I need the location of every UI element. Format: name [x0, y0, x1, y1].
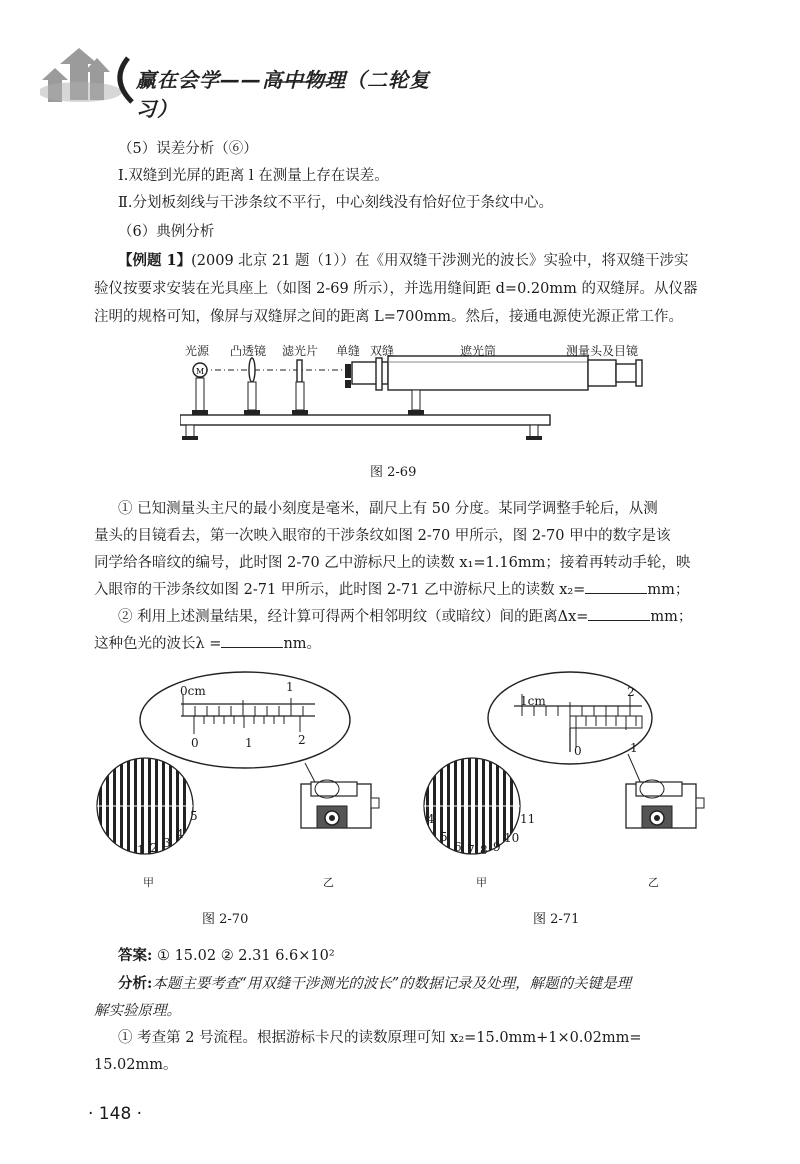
label-shading-tube: 遮光筒 — [460, 344, 497, 358]
figure-2-71 — [420, 668, 720, 878]
fig271-sub-b: 乙 — [648, 876, 659, 889]
caption-2-70: 图 2-70 — [202, 912, 249, 927]
fig271-fringe-7: 7 — [467, 843, 475, 857]
example-text1: (2009 北京 21 题（1））在《用双缝干涉测光的波长》实验中，将双缝干涉实 — [191, 253, 689, 269]
section5-item1: Ⅰ.双缝到光屏的距离 l 在测量上存在误差。 — [118, 168, 389, 184]
analysis-line1 — [118, 972, 631, 993]
example-label: 【例题 1】 — [118, 252, 192, 269]
fig270-fringe-2: 2 — [150, 841, 158, 855]
fig270-vern-0: 0 — [191, 736, 199, 750]
fig270-fringe-1: 1 — [137, 843, 145, 857]
fig271-fringe-4: 4 — [427, 812, 435, 826]
q1-line1: ① 已知测量头主尺的最小刻度是毫米，副尺上有 50 分度。某同学调整手轮后，从测 — [118, 501, 658, 517]
caption-2-69: 图 2-69 — [370, 465, 417, 480]
fig271-fringe-5: 5 — [440, 830, 448, 844]
measuring-head — [588, 360, 616, 386]
analysis-line3: ① 考查第 2 号流程。根据游标卡尺的读数原理可知 x₂=15.0mm+1×0.02mm= — [118, 1030, 642, 1046]
fig270-fringe-5: 5 — [190, 809, 198, 823]
fig271-main-1: 2 — [627, 685, 635, 699]
page-number: · 148 · — [88, 1104, 143, 1124]
fig270-fringe-3: 3 — [163, 836, 171, 850]
shading-tube — [388, 356, 588, 390]
fig271-vern-0: 0 — [574, 744, 582, 758]
q2-line1-unit: mm； — [650, 609, 693, 625]
figure-2-71-drawing — [420, 668, 720, 878]
fig270-sub-b: 乙 — [323, 876, 334, 889]
q1-line4-text: 入眼帘的干涉条纹如图 2-71 甲所示，此时图 2-71 乙中游标尺上的读数 x₂= — [94, 582, 586, 598]
q1-line4 — [94, 578, 689, 599]
q2-line1-text: ② 利用上述测量结果，经计算可得两个相邻明纹（或暗纹）间的距离Δx= — [118, 609, 589, 625]
svg-text:M: M — [196, 367, 205, 376]
fig270-vern-1: 1 — [245, 736, 253, 750]
answer-blank-lambda[interactable] — [221, 633, 283, 648]
bench-rail — [180, 415, 550, 425]
label-double-slit: 双缝 — [370, 344, 395, 358]
caption-2-71: 图 2-71 — [533, 912, 580, 927]
fig271-fringe-6: 6 — [454, 840, 462, 854]
analysis-line4: 15.02mm。 — [94, 1057, 178, 1073]
answer-line — [118, 944, 335, 965]
q1-line4-unit: mm； — [647, 582, 690, 598]
answer-label: 答案: — [118, 947, 153, 964]
section6-heading: （6）典例分析 — [118, 224, 215, 240]
label-filter: 滤光片 — [282, 344, 319, 358]
analysis-label: 分析: — [118, 975, 153, 992]
fig271-fringe-10: 10 — [504, 831, 520, 845]
header-banner — [40, 40, 460, 121]
label-single-slit: 单缝 — [336, 344, 361, 358]
label-light-source: 光源 — [185, 344, 210, 358]
filter — [297, 360, 302, 382]
q2-line2-unit: nm。 — [283, 636, 322, 652]
label-convex-lens: 凸透镜 — [230, 344, 267, 358]
single-slit — [345, 364, 351, 378]
double-slit — [376, 358, 382, 390]
q2-line1 — [118, 605, 692, 626]
fig271-fringe-11: 11 — [520, 812, 536, 826]
example-line2: 验仪按要求安装在光具座上（如图 2-69 所示），并选用缝间距 d=0.20mm 的双缝屏。从仪器 — [94, 281, 698, 297]
answer-text: ① 15.02 ② 2.31 6.6×10² — [156, 948, 335, 964]
answer-blank-dx[interactable] — [588, 606, 650, 621]
fig270-main-1: 1 — [286, 680, 294, 694]
header-title: 赢在会学——高中物理（二轮复习） — [136, 68, 430, 121]
fig270-sub-a: 甲 — [143, 876, 154, 889]
magnifier-bubble — [140, 672, 350, 768]
section5-item2: Ⅱ.分划板刻线与干涉条纹不平行，中心刻线没有恰好位于条纹中心。 — [118, 195, 553, 211]
analysis-text1: 本题主要考查“用双缝干涉测光的波长”的数据记录及处理，解题的关键是理 — [152, 976, 632, 992]
q1-line3: 同学给各暗纹的编号，此时图 2-70 乙中游标尺上的读数 x₁=1.16mm；接着再转动手轮，映 — [94, 555, 691, 571]
example-line3: 注明的规格可知，像屏与双缝屏之间的距离 L=700mm。然后，接通电源使光源正常工作。 — [94, 309, 684, 325]
example-line1 — [118, 249, 688, 270]
convex-lens — [249, 358, 255, 382]
fig270-vern-2: 2 — [298, 733, 306, 747]
fig271-main-0: 1cm — [520, 694, 546, 708]
fig271-fringe-9: 9 — [493, 840, 501, 854]
q2-line2 — [94, 632, 321, 653]
fig271-vern-1: 1 — [630, 741, 638, 755]
section5-heading: （5）误差分析（⑥） — [118, 141, 258, 157]
label-measuring-head: 测量头及目镜 — [566, 344, 639, 358]
fig271-sub-a: 甲 — [476, 876, 487, 889]
fig270-fringe-4: 4 — [176, 827, 184, 841]
analysis-line2: 解实验原理。 — [94, 1003, 181, 1019]
q1-line2: 量头的目镜看去，第一次映入眼帘的干涉条纹如图 2-70 甲所示，图 2-70 甲中的数字是该 — [94, 528, 671, 544]
answer-blank-x2[interactable] — [585, 579, 647, 594]
q2-line2-text: 这种色光的波长λ = — [94, 636, 222, 652]
fig270-main-0: 0cm — [180, 684, 206, 698]
fig271-fringe-8: 8 — [480, 843, 488, 857]
